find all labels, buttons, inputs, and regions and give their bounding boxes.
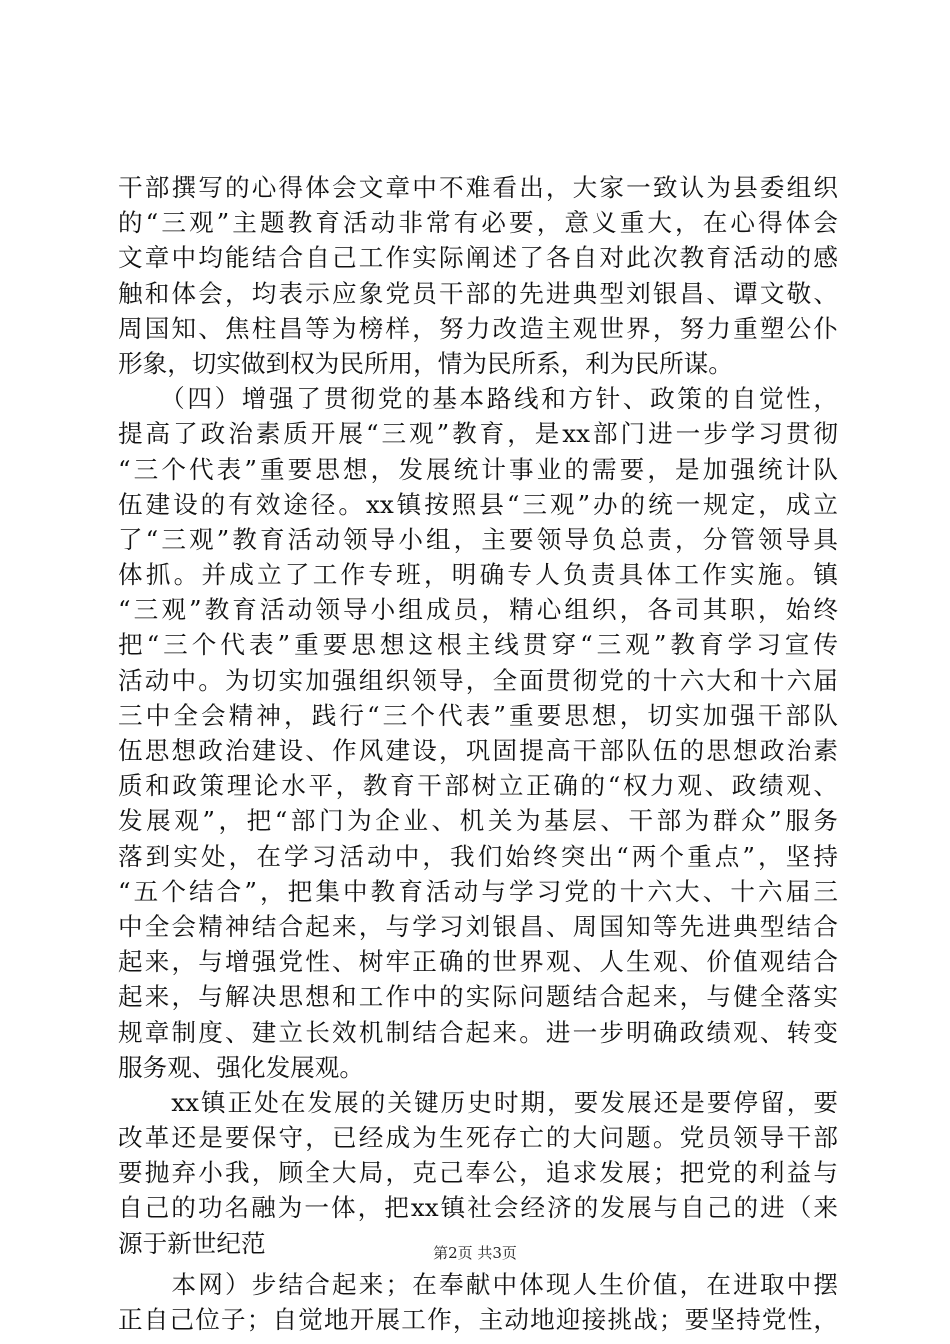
text-line: “三个代表”重要思想，发展统计事业的需要，是加强统计队 bbox=[118, 454, 838, 484]
text-line: 形象，切实做到权为民所用，情为民所系，利为民所谋。 bbox=[118, 348, 733, 378]
text-line: 活动中。为切实加强组织领导，全面贯彻党的十六大和十六届 bbox=[118, 665, 838, 695]
text-line: 自己的功名融为一体，把xx镇社会经济的发展与自己的进（来 bbox=[118, 1193, 838, 1223]
document-body bbox=[118, 170, 838, 1337]
text-line: 本网）步结合起来；在奉献中体现人生价值，在进取中摆 bbox=[118, 1269, 838, 1299]
text-line: 落到实处，在学习活动中，我们始终突出“两个重点”，坚持 bbox=[118, 841, 838, 871]
text-line: 文章中均能结合自己工作实际阐述了各自对此次教育活动的感 bbox=[118, 243, 838, 273]
text-line: 周国知、焦柱昌等为榜样，努力改造主观世界，努力重塑公仆 bbox=[118, 313, 838, 343]
text-line: 中全会精神结合起来，与学习刘银昌、周国知等先进典型结合 bbox=[118, 911, 838, 941]
text-line: 体抓。并成立了工作专班，明确专人负责具体工作实施。镇 bbox=[118, 560, 838, 590]
text-line: 触和体会，均表示应象党员干部的先进典型刘银昌、谭文敬、 bbox=[118, 278, 838, 308]
text-line: 改革还是要保守，已经成为生死存亡的大问题。党员领导干部 bbox=[118, 1123, 838, 1153]
text-line: 起来，与增强党性、树牢正确的世界观、人生观、价值观结合 bbox=[118, 947, 838, 977]
text-line: 质和政策理论水平，教育干部树立正确的“权力观、政绩观、 bbox=[118, 771, 838, 801]
text-line: 的“三观”主题教育活动非常有必要，意义重大，在心得体会 bbox=[118, 208, 838, 238]
text-line: 三中全会精神，践行“三个代表”重要思想，切实加强干部队 bbox=[118, 700, 838, 730]
text-line: 了“三观”教育活动领导小组，主要领导负总责，分管领导具 bbox=[118, 524, 838, 554]
text-line: （四）增强了贯彻党的基本路线和方针、政策的自觉性， bbox=[118, 384, 838, 414]
text-line: 伍建设的有效途径。xx镇按照县“三观”办的统一规定，成立 bbox=[118, 489, 838, 519]
text-line: 提高了政治素质开展“三观”教育，是xx部门进一步学习贯彻 bbox=[118, 419, 838, 449]
text-line: 发展观”，把“部门为企业、机关为基层、干部为群众”服务 bbox=[118, 806, 838, 836]
text-line: 要抛弃小我，顾全大局，克己奉公，追求发展；把党的利益与 bbox=[118, 1158, 838, 1188]
text-line: xx镇正处在发展的关键历史时期，要发展还是要停留，要 bbox=[118, 1087, 838, 1117]
page-number-footer: 第2页 共3页 bbox=[433, 1244, 517, 1262]
text-line: “三观”教育活动领导小组成员，精心组织，各司其职，始终 bbox=[118, 595, 838, 625]
text-line: 正自己位子；自觉地开展工作，主动地迎接挑战；要坚持党性， bbox=[118, 1305, 838, 1334]
text-line: 规章制度、建立长效机制结合起来。进一步明确政绩观、转变 bbox=[118, 1017, 838, 1047]
text-line: 源于新世纪范 bbox=[118, 1228, 266, 1258]
text-line: “五个结合”，把集中教育活动与学习党的十六大、十六届三 bbox=[118, 876, 838, 906]
text-line: 干部撰写的心得体会文章中不难看出，大家一致认为县委组织 bbox=[118, 173, 838, 202]
text-line: 起来，与解决思想和工作中的实际问题结合起来，与健全落实 bbox=[118, 982, 838, 1012]
text-line: 服务观、强化发展观。 bbox=[118, 1052, 364, 1082]
text-line: 伍思想政治建设、作风建设，巩固提高干部队伍的思想政治素 bbox=[118, 736, 838, 765]
text-line: 把“三个代表”重要思想这根主线贯穿“三观”教育学习宣传 bbox=[118, 630, 838, 660]
